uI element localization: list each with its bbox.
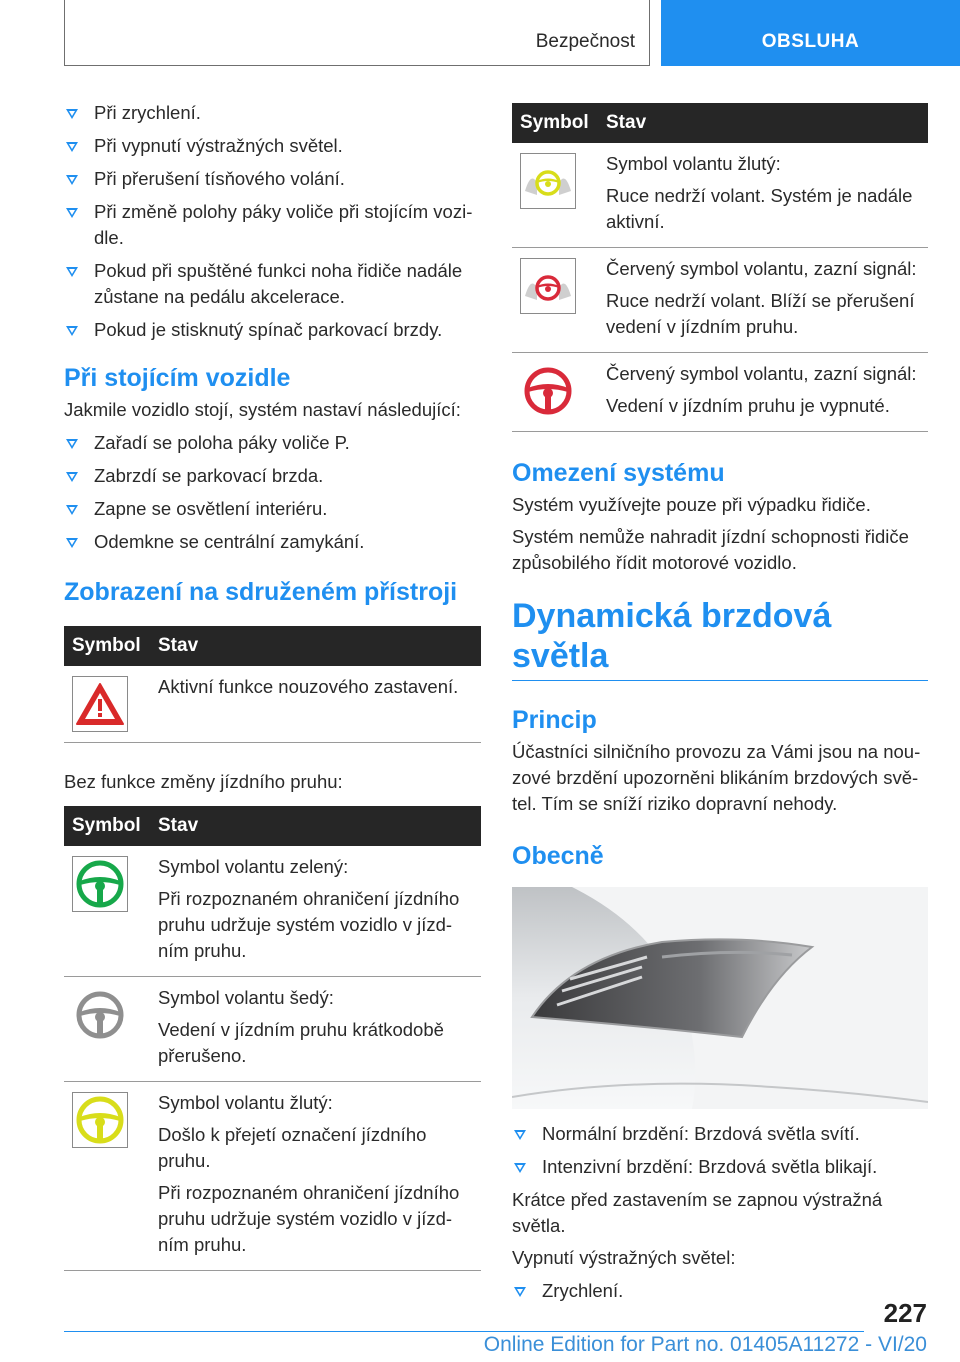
list-item: Intenzivní brzdění: Brzdová světla blikají. (512, 1154, 928, 1180)
bullet-triangle-icon (66, 472, 78, 482)
tail-light-illustration (512, 887, 928, 1109)
col-state: Stav (150, 806, 481, 846)
steering-wheel-green-icon (72, 856, 128, 912)
table-row: Aktivní funkce nouzového zastavení. (64, 666, 481, 743)
limits-text-1: Systém využívejte pouze při výpadku řidiče. (512, 494, 871, 515)
table-row: Symbol volantu žlutý: Ruce nedrží volant. Systém je nadále aktivní. (512, 143, 928, 248)
heading-standing: Při stojícím vozidle (64, 364, 291, 392)
bullet-triangle-icon (66, 505, 78, 515)
page-number: 227 (883, 1298, 927, 1328)
list-item: Při změně polohy páky voliče při stojícím vozi-dle. (64, 199, 481, 251)
list-item: Normální brzdění: Brzdová světla svítí. (512, 1121, 928, 1147)
col-symbol: Symbol (512, 103, 598, 143)
steering-wheel-hands-red-icon (520, 258, 576, 314)
right-column (512, 103, 928, 1311)
section-title: Bezpečnost (535, 31, 635, 52)
list-item: Při přerušení tísňového volání. (64, 166, 481, 192)
col-symbol: Symbol (64, 626, 150, 666)
edition-link[interactable]: Online Edition for Part no. 01405A11272 - VI/20 (483, 1333, 927, 1356)
col-symbol: Symbol (64, 806, 150, 846)
table-row: Symbol volantu šedý: Vedení v jízdním pruhu krátkodobě přerušeno. (64, 977, 481, 1082)
bullet-triangle-icon (514, 1130, 526, 1140)
list-item: Pokud při spuštěné funkci noha řidiče nadále zůstane na pedálu akcelerace. (64, 258, 481, 310)
list-item: Zrychlení. (512, 1278, 928, 1304)
list-item: Pokud je stisknutý spínač parkovací brzdy. (64, 317, 481, 343)
list-item: Zařadí se poloha páky voliče P. (64, 430, 481, 456)
list-item: Odemkne se centrální zamykání. (64, 529, 481, 555)
table-row: Červený symbol volantu, zazní signál: Ruce nedrží volant. Blíží se přerušení vedení v jízdním pruhu. (512, 248, 928, 353)
standing-intro: Jakmile vozidlo stojí, systém nastaví následující: (64, 399, 461, 420)
bullet-triangle-icon (66, 267, 78, 277)
list-item: Zapne se osvětlení interiéru. (64, 496, 481, 522)
heading-dynamic-brake-lights: Dynamická brzdová světla (512, 596, 928, 681)
col-state: Stav (150, 626, 481, 666)
list-item: Při vypnutí výstražných světel. (64, 133, 481, 159)
heading-display: Zobrazení na sdruženém přístroji (64, 578, 458, 606)
bullet-triangle-icon (66, 109, 78, 119)
footer-divider (64, 1331, 864, 1332)
list-item: Při zrychlení. (64, 100, 481, 126)
lane-keeping-table (64, 806, 481, 1271)
left-column (64, 100, 481, 1271)
steering-wheel-hands-yellow-icon (520, 153, 576, 209)
heading-principle: Princip (512, 706, 597, 734)
bullet-triangle-icon (66, 208, 78, 218)
steering-wheel-yellow-icon (72, 1092, 128, 1148)
warning-triangle-icon (72, 676, 128, 732)
bullet-triangle-icon (514, 1163, 526, 1173)
bullet-triangle-icon (514, 1287, 526, 1297)
bullet-triangle-icon (66, 326, 78, 336)
bullet-triangle-icon (66, 538, 78, 548)
heading-general: Obecně (512, 842, 604, 870)
brake-list (512, 1121, 928, 1180)
steering-wheel-gray-icon (72, 987, 128, 1043)
hazard-text: Krátce před zastavením se zapnou výstražná světla. (512, 1189, 883, 1236)
table-row: Symbol volantu žlutý: Došlo k přejetí označení jízdního pruhu. Při rozpoznaném ohraničení jízdního pruhu udržuje systém vozidlo v jízd-ním pruhu. (64, 1082, 481, 1271)
hands-off-table (512, 103, 928, 432)
header-box (64, 0, 650, 66)
standing-list (64, 430, 481, 555)
principle-text: Účastníci silničního provozu za Vámi jsou na nou-zové brzdění upozorněni blikáním brzdových svě-tel. Tím se sníží riziko dopravní nehody. (512, 741, 921, 814)
emergency-stop-table (64, 626, 481, 743)
chapter-tab[interactable]: OBSLUHA (661, 0, 960, 66)
tail-light-photo (512, 887, 928, 1109)
steering-wheel-red-icon (520, 363, 576, 419)
conditions-list (64, 100, 481, 343)
table-row: Červený symbol volantu, zazní signál: Vedení v jízdním pruhu je vypnuté. (512, 353, 928, 432)
table-row: Symbol volantu zelený: Při rozpoznaném ohraničení jízdního pruhu udržuje systém vozidlo v jízd-ním pruhu. (64, 846, 481, 977)
heading-limits: Omezení systému (512, 459, 725, 487)
hazard-off-list (512, 1278, 928, 1304)
list-item: Zabrzdí se parkovací brzda. (64, 463, 481, 489)
hazard-off-label: Vypnutí výstražných světel: (512, 1247, 736, 1268)
limits-text-2: Systém nemůže nahradit jízdní schopnosti řidiče způsobilého řídit motorové vozidlo. (512, 526, 909, 573)
bullet-triangle-icon (66, 175, 78, 185)
no-lane-change-label: Bez funkce změny jízdního pruhu: (64, 771, 343, 792)
bullet-triangle-icon (66, 439, 78, 449)
bullet-triangle-icon (66, 142, 78, 152)
col-state: Stav (598, 103, 928, 143)
